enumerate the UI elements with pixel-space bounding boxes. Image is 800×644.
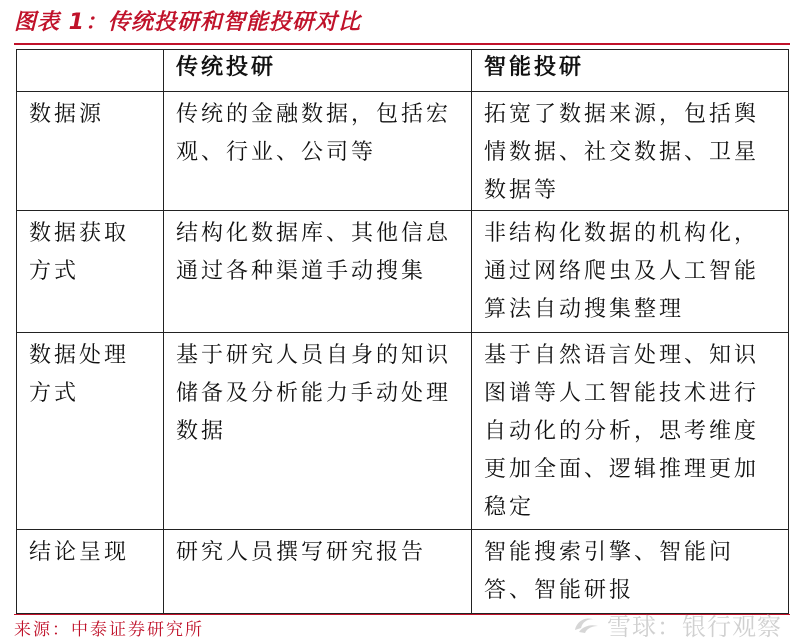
table-header-row (17, 50, 789, 92)
comparison-table (16, 49, 789, 614)
traditional-cell: 传统的金融数据，包括宏观、行业、公司等 (164, 92, 472, 211)
intelligent-cell: 非结构化数据的机构化，通过网络爬虫及人工智能算法自动搜集整理 (472, 211, 789, 333)
figure-title: 图表 1：传统投研和智能投研对比 (14, 10, 361, 35)
intelligent-cell: 基于自然语言处理、知识图谱等人工智能技术进行自动化的分析，思考维度更加全面、逻辑推理更加稳定 (472, 333, 789, 530)
header-cell-intelligent: 智能投研 (472, 50, 789, 92)
source-note: 来源：中泰证券研究所 (14, 620, 204, 640)
traditional-cell: 研究人员撰写研究报告 (164, 530, 472, 614)
intelligent-cell: 拓宽了数据来源，包括舆情数据、社交数据、卫星数据等 (472, 92, 789, 211)
traditional-cell: 结构化数据库、其他信息通过各种渠道手动搜集 (164, 211, 472, 333)
row-label: 数据处理方式 (17, 333, 164, 530)
watermark-text: 雪球：银行观察 (607, 612, 782, 641)
row-label: 结论呈现 (17, 530, 164, 614)
row-label: 数据获取方式 (17, 211, 164, 333)
table-row (17, 333, 789, 530)
traditional-cell: 基于研究人员自身的知识储备及分析能力手动处理数据 (164, 333, 472, 530)
snowball-logo-icon (571, 612, 601, 636)
watermark (571, 608, 782, 640)
row-label: 数据源 (17, 92, 164, 211)
header-cell-traditional: 传统投研 (164, 50, 472, 92)
table-row (17, 211, 789, 333)
intelligent-cell: 智能搜索引擎、智能问答、智能研报 (472, 530, 789, 614)
header-cell-empty (17, 50, 164, 92)
table-row (17, 530, 789, 614)
table-row (17, 92, 789, 211)
title-divider (14, 43, 790, 45)
